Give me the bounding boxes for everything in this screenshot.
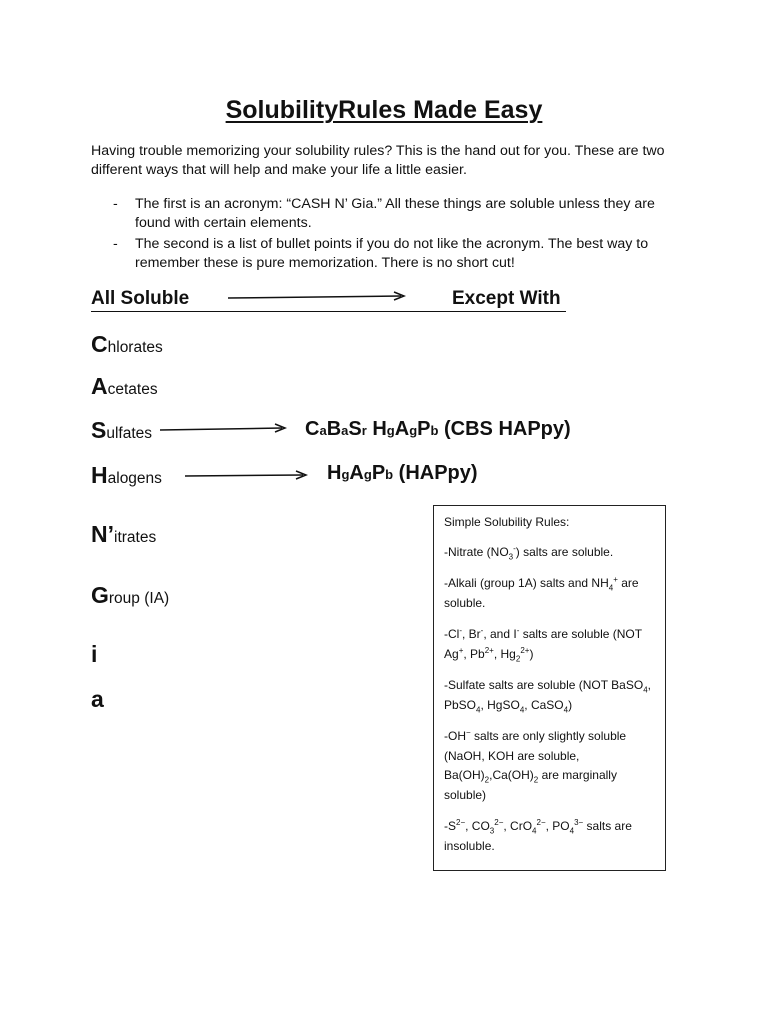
rule-insoluble: $-S^{2-}$, $CO_3^{2-}$, CrO$_4^{2-}$, $PO_4^{3-}$ salts are insoluble. [444,818,632,853]
acronym-acetates: Acetates [91,373,158,399]
box-title: Simple Solubility Rules: [444,515,570,529]
rule-nitrate: -Nitrate $(NO_3^-)$ salts are soluble. [444,543,614,561]
header-underline [91,311,566,312]
halogens-mnemonic: (HAPpy) [398,462,478,484]
simple-solubility-rules-box [433,505,666,871]
intro-paragraph: Having trouble memorizing your solubility rules? This is the hand out for you. These are two different ways that will help and make your life a little easier. [91,143,665,178]
list-item: - The second is a list of bullet points if you do not like the acronym. The best way to remember these is pure memorization. There is no short cut! [113,236,649,271]
acronym-a: a [91,686,104,712]
acronym-group-ia: Group (IA) [91,582,170,608]
halogens-arrow-icon [183,467,311,483]
rule-hydroxide: -OH− salts are only slightly soluble (NaOH, KOH are soluble, $Ba(OH)_2,Ca(OH)_2$ are marginally soluble) [444,728,627,802]
rule-alkali: -Alkali (group 1A) salts and $NH_4^+$ are soluble. [444,575,639,610]
sulfates-arrow-icon [158,421,290,437]
bullet-list [91,195,691,275]
acronym-nitrates: N’itrates [91,521,157,547]
sulfates-mnemonic: (CBS HAPpy) [444,418,571,440]
page-title: SolubilityRules Made Easy [225,96,543,124]
acronym-halogens: Halogens [91,462,162,488]
halogens-exceptions: HgAgPb (HAPpy) [327,462,478,484]
rule-halides: -Cl-, Br-, and I- salts are soluble (NOT Ag+, $Pb^{2+}$, $Hg_2^{2+}$) [444,626,642,663]
rule-sulfate: -Sulfate salts are soluble (NOT BaSO$_4$, PbSO$_4$, HgSO$_4$, CaSO$_4$) [444,678,651,714]
header-arrow-icon [226,290,411,306]
acronym-sulfates: Sulfates [91,417,153,443]
acronym-i: i [91,641,98,667]
header-except-with: Except With [452,288,561,309]
list-item: - The first is an acronym: “CASH N’ Gia.” All these things are soluble unless they are found with certain elements. [113,196,655,231]
sulfates-exceptions: CaBaSr HgAgPb (CBS HAPpy) [305,418,571,440]
header-all-soluble: All Soluble [91,288,190,309]
acronym-chlorates: Chlorates [91,331,163,357]
